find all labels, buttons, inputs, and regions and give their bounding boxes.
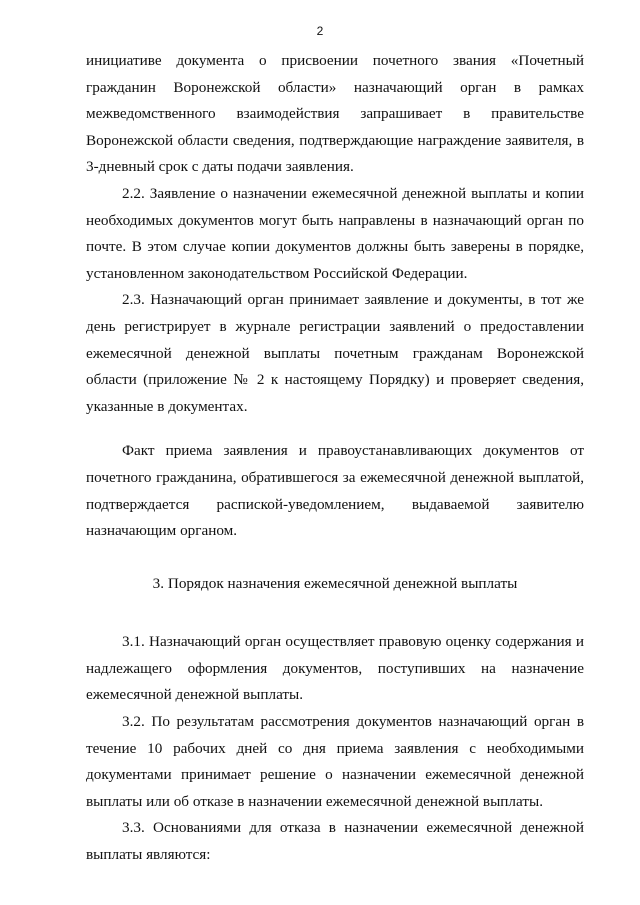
paragraph-3-1: 3.1. Назначающий орган осуществляет правовую оценку содержания и надлежащего оформления документов, поступивших на назначение ежемесячной денежной выплаты. bbox=[86, 633, 584, 704]
paragraph-3-2: 3.2. По результатам рассмотрения документов назначающий орган в течение 10 рабочих дней со дня приема заявления с необходимыми документами принимает решение о назначении ежемесячной денежной выплаты или об отказе в назначении ежемесячной денежной выплаты. bbox=[86, 713, 584, 810]
paragraph-3-3: 3.3. Основаниями для отказа в назначении ежемесячной денежной выплаты являются: bbox=[86, 819, 584, 864]
paragraph-2-2: 2.2. Заявление о назначении ежемесячной денежной выплаты и копии необходимых документов могут быть направлены в назначающий орган по почте. В этом случае копии документов должны быть заверены в порядке, установленном законодательством Российской Федерации. bbox=[86, 184, 584, 282]
paragraph-2-3: 2.3. Назначающий орган принимает заявление и документы, в тот же день регистрирует в журнале регистрации заявлений о предоставлении ежемесячной денежной выплаты почетным гражданам Воронежской области (приложение № 2 к настоящему Порядку) и проверяет сведения, указанные в документах. bbox=[86, 291, 584, 415]
paragraph-receipt-fact: Факт приема заявления и правоустанавливающих документов от почетного гражданина, обратившегося за ежемесячной денежной выплатой, подтверждается распиской-уведомлением, выдаваемой заявителю назначающим органом. bbox=[86, 442, 584, 540]
document-body bbox=[86, 48, 584, 869]
page-number: 2 bbox=[316, 24, 324, 38]
section-heading: 3. Порядок назначения ежемесячной денежной выплаты bbox=[152, 574, 518, 592]
paragraph-continued: инициативе документа о присвоении почетного звания «Почетный гражданин Воронежской области» назначающий орган в рамках межведомственного взаимодействия запрашивает в правительстве Воронежской области сведения, подтверждающие награждение заявителя, в 3-дневный срок с даты подачи заявления. bbox=[86, 52, 584, 176]
